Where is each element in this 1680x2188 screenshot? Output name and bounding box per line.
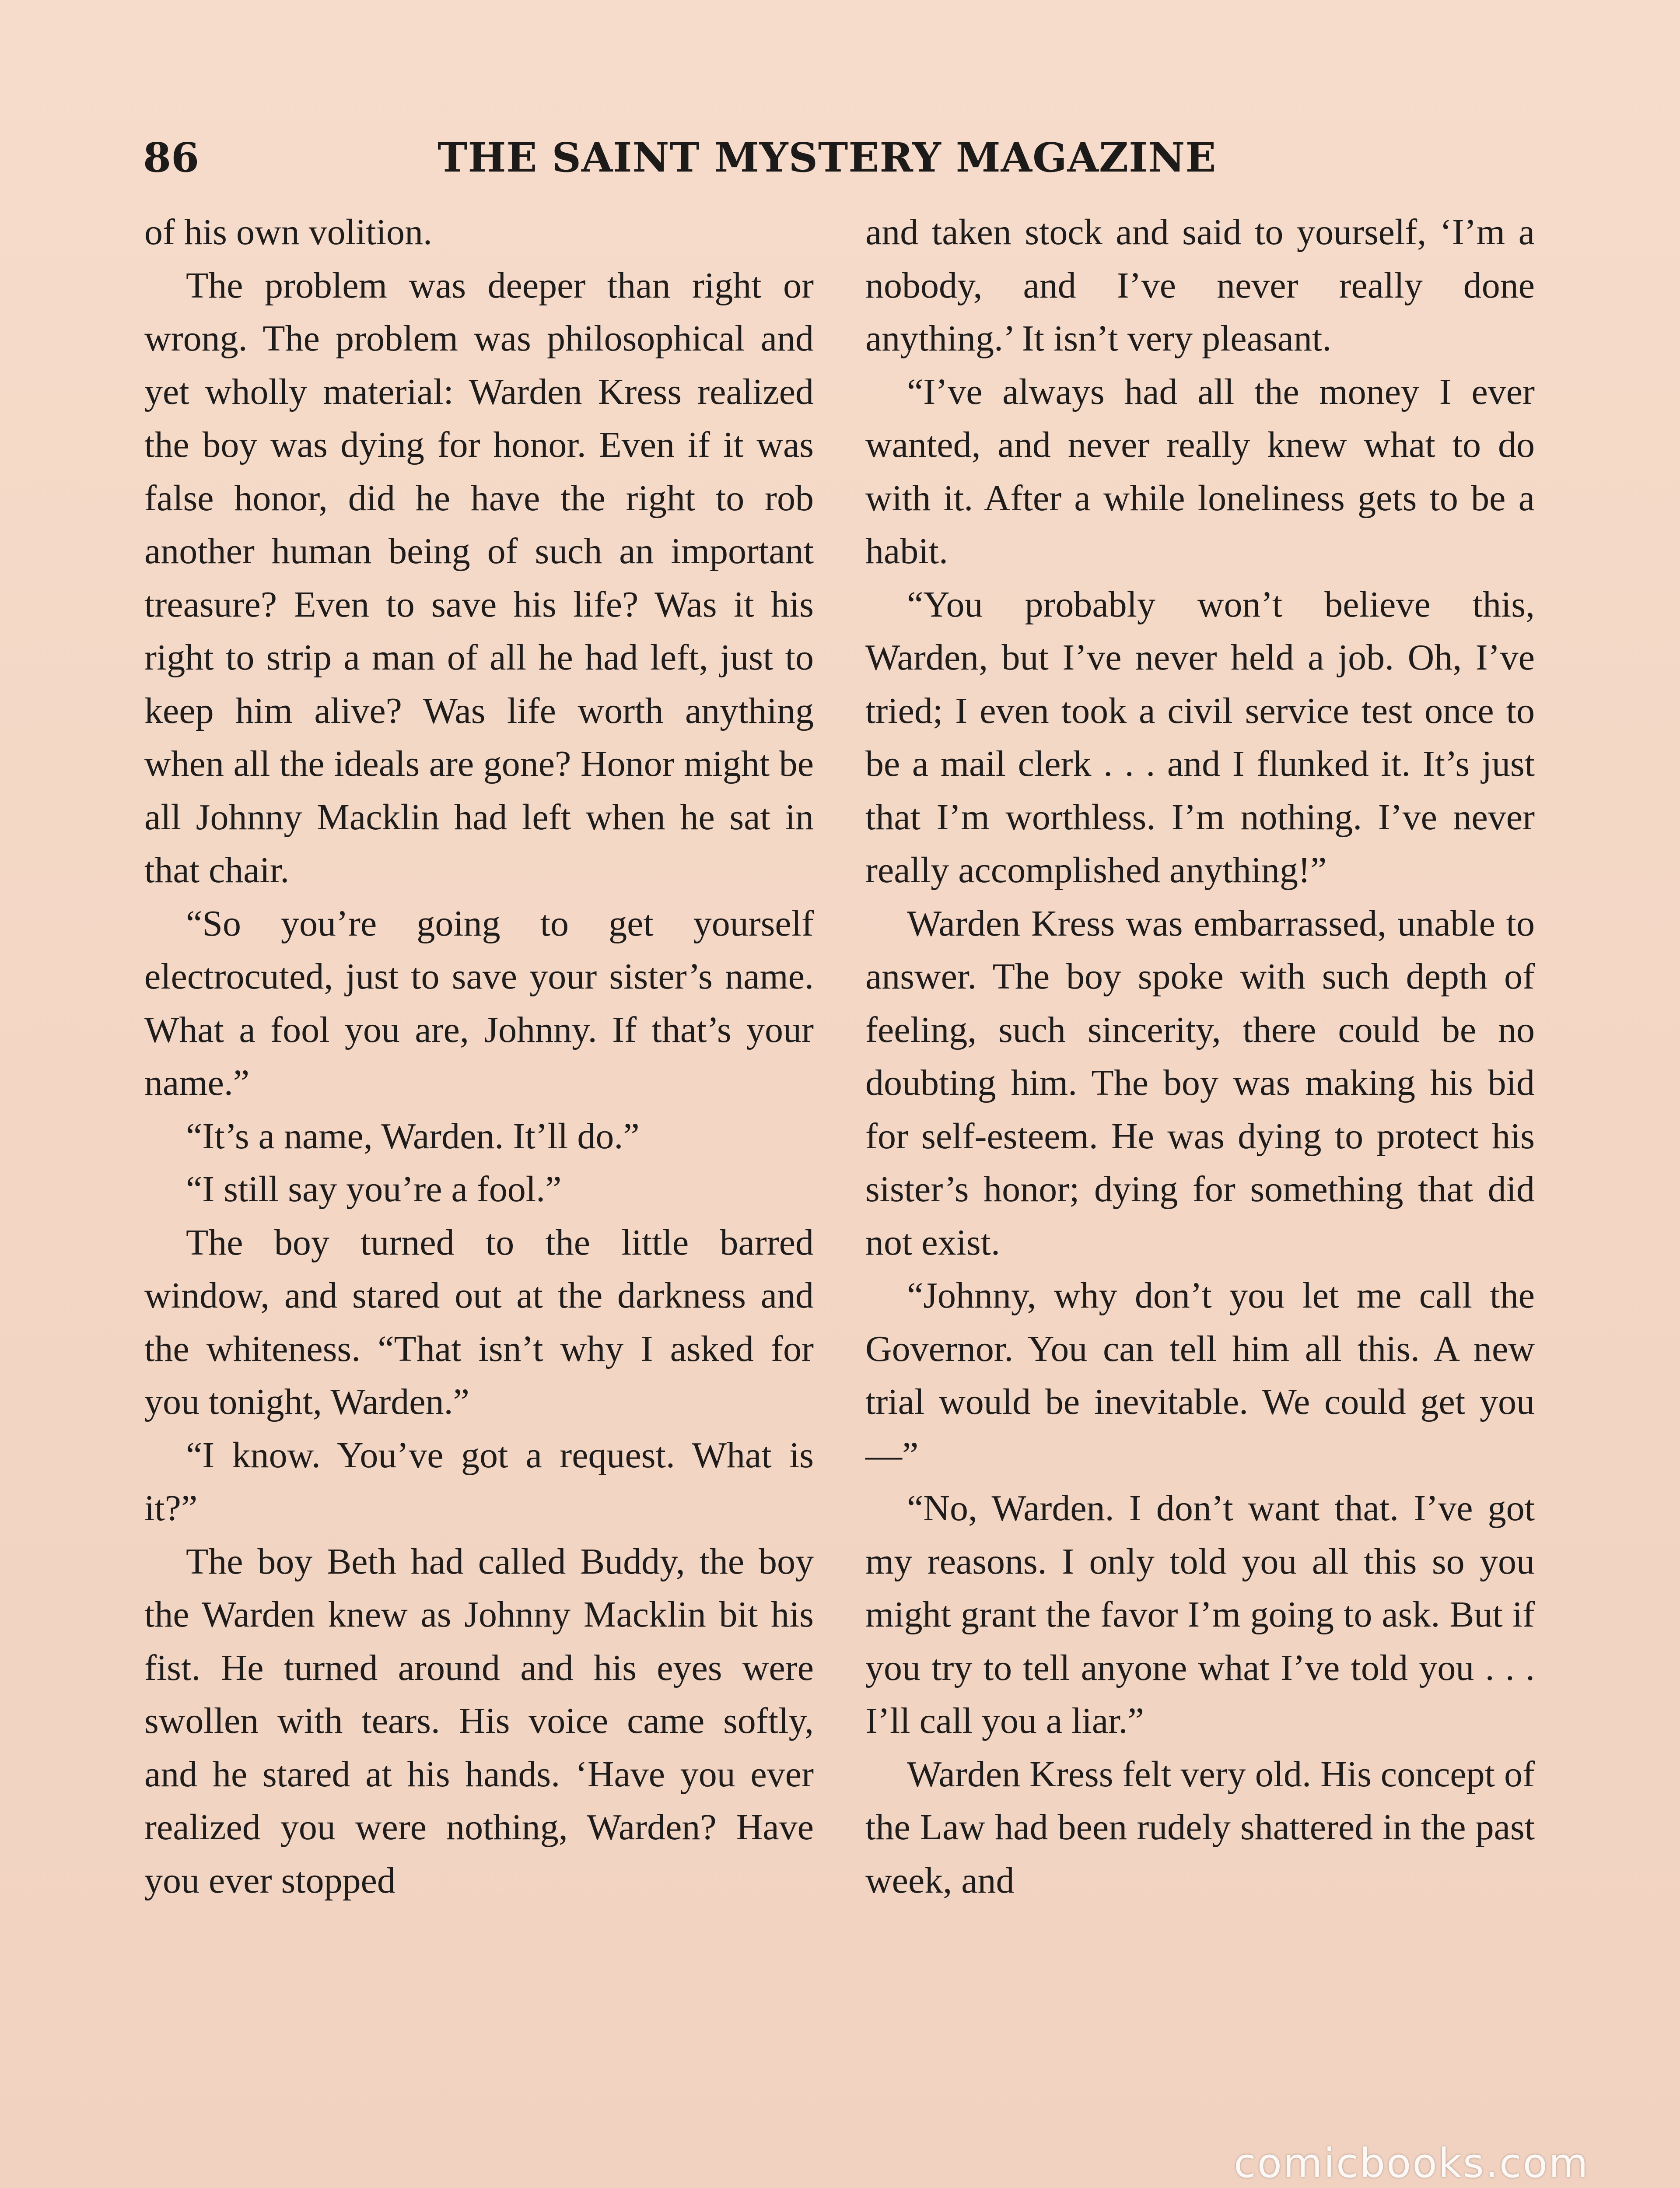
- paragraph: “I know. You’ve got a request. What is it?”: [144, 1434, 814, 1529]
- paragraph: of his own volition.: [144, 212, 433, 252]
- paragraph: “Johnny, why don’t you let me call the Governor. You can tell him all this. A new trial would be inevitable. We could get you—”: [865, 1275, 1535, 1476]
- paragraph: “I’ve always had all the money I ever wanted, and never really knew what to do with it. After a while loneliness gets to be a habit.: [865, 371, 1535, 572]
- paragraph: The boy Beth had called Buddy, the boy the Warden knew as Johnny Macklin bit his fist. He turned around and his eyes were swollen with tears. His voice came softly, and he stared at his hands. ‘Have you ever realized you were nothing, Warden? Have you ever stopped: [144, 1541, 814, 1901]
- paragraph: Warden Kress was embarrassed, unable to answer. The boy spoke with such depth of feeling, such sincerity, there could be no doubting him. The boy was making his bid for self-esteem. He was dying to protect his sister’s honor; dying for something that did not exist.: [865, 903, 1535, 1263]
- right-column: [865, 206, 1535, 1907]
- paragraph: “No, Warden. I don’t want that. I’ve got my reasons. I only told you all this so you might grant the favor I’m going to ask. But if you try to tell anyone what I’ve told you . . . I’ll call you a liar.”: [865, 1488, 1535, 1741]
- site-watermark: comicbooks.com: [1234, 2140, 1589, 2187]
- paragraph: The boy turned to the little barred window, and stared out at the darkness and the whiteness. “That isn’t why I asked for you tonight, Warden.”: [144, 1222, 814, 1422]
- paragraph: “You probably won’t believe this, Warden, but I’ve never held a job. Oh, I’ve tried; I even took a civil service test once to be a mail clerk . . . and I flunked it. It’s just that I’m worthless. I’m nothing. I’ve never really accomplished anything!”: [865, 584, 1535, 891]
- left-column: [144, 206, 814, 1907]
- paragraph: Warden Kress felt very old. His concept of the Law had been rudely shattered in the past week, and: [865, 1753, 1535, 1901]
- paragraph: “I still say you’re a fool.”: [186, 1169, 562, 1210]
- paragraph: “It’s a name, Warden. It’ll do.”: [186, 1115, 640, 1157]
- paragraph: The problem was deeper than right or wrong. The problem was philosophical and yet wholly material: Warden Kress realized the boy was dying for honor. Even if it was false honor, did he have the right to rob another human being of such an important treasure? Even to save his life? Was it his right to strip a man of all he had left, just to keep him alive? Was life worth anything when all the ideals are gone? Honor might be all Johnny Macklin had left when he sat in that chair.: [144, 265, 814, 891]
- paragraph: “So you’re going to get yourself electrocuted, just to save your sister’s name. What a fool you are, Johnny. If that’s your name.”: [144, 903, 814, 1103]
- running-title: THE SAINT MYSTERY MAGAZINE: [438, 134, 1217, 181]
- page-number: 86: [143, 134, 200, 181]
- paragraph: and taken stock and said to yourself, ‘I’m a nobody, and I’ve never really done anything.’ It isn’t very pleasant.: [865, 212, 1535, 359]
- page-header: [143, 131, 1543, 193]
